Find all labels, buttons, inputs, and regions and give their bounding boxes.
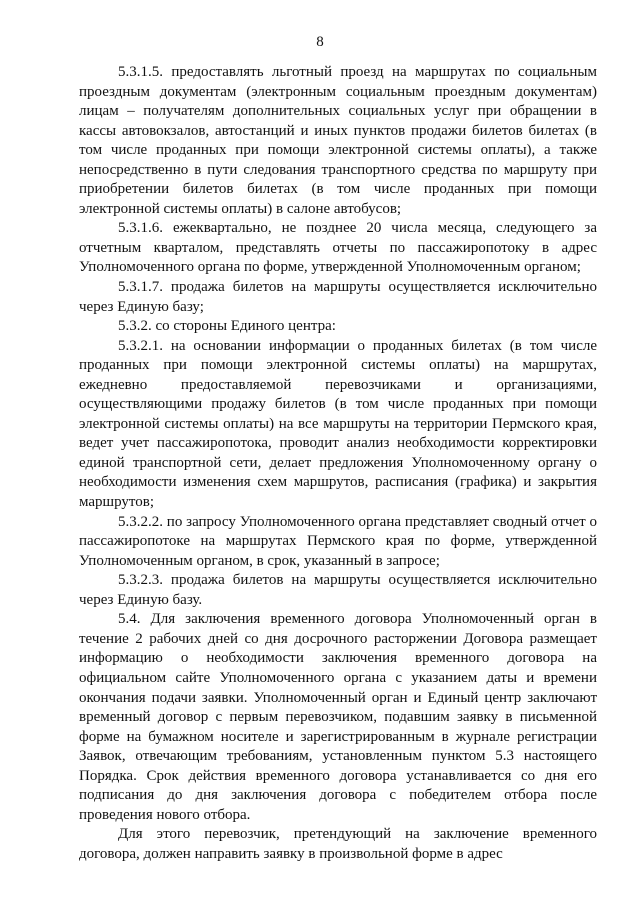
- paragraph-5-3-2-3: 5.3.2.3. продажа билетов на маршруты осуществляется исключительно через Единую базу.: [79, 572, 597, 608]
- paragraph-5-3-1-7: 5.3.1.7. продажа билетов на маршруты осуществляется исключительно через Единую базу;: [79, 279, 597, 315]
- page-number: 8: [316, 34, 324, 50]
- paragraph-5-4: 5.4. Для заключения временного договора Уполномоченный орган в течение 2 рабочих дней со дня досрочного расторжении Договора размещает информацию о необходимости заключения временного договора на официальном сайте Уполномоченного органа с указанием даты и времени окончания подачи заявки. Уполномоченный орган и Единый центр заключают временный договор с первым перевозчиком, подавшим заявку в письменной форме на бумажном носителе и зарегистрированным в журнале регистрации Заявок, отвечающим требованиям, установленным пунктом 5.3 настоящего Порядка. Срок действия временного договора устанавливается со дня его подписания до дня заключения договора с победителем отбора после проведения нового отбора.: [79, 611, 597, 823]
- paragraph-carrier-application: Для этого перевозчик, претендующий на заключение временного договора, должен направить заявку в произвольной форме в адрес: [79, 826, 597, 862]
- paragraph-5-3-1-6: 5.3.1.6. ежеквартально, не позднее 20 числа месяца, следующего за отчетным кварталом, представлять отчеты по пассажиропотоку в адрес Уполномоченного органа по форме, утвержденной Уполномоченным органом;: [79, 220, 597, 276]
- paragraph-5-3-2: 5.3.2. со стороны Единого центра:: [118, 318, 336, 335]
- paragraph-5-3-2-2: 5.3.2.2. по запросу Уполномоченного органа представляет сводный отчет о пассажиропотоке на маршрутах Пермского края по форме, утвержденной Уполномоченным органом, в срок, указанный в запросе;: [79, 513, 597, 569]
- paragraph-5-3-1-5: 5.3.1.5. предоставлять льготный проезд на маршрутах по социальным проездным документам (электронным социальным проездным документам) лицам – получателям дополнительных социальных услуг при обращении в кассы автовокзалов, автостанций и иных пунктов продажи билетов билетах (в том числе проданных при помощи электронной системы оплаты), а также непосредственно в пути следования транспортного средства по маршруту при приобретении билетов билетах (в том числе проданных при помощи электронной системы оплаты) в салоне автобусов;: [79, 64, 597, 217]
- document-body: [79, 63, 597, 864]
- paragraph-5-3-2-1: 5.3.2.1. на основании информации о проданных билетах (в том числе проданных при помощи электронной системы оплаты) на маршрутах, ежедневно предоставляемой перевозчиками и организациями, осуществляющими продажу билетов (в том числе проданных при помощи электронной системы оплаты) на все маршруты на территории Пермского края, ведет учет пассажиропотока, проводит анализ необходимости корректировки единой транспортной сети, делает предложения Уполномоченному органу о необходимости изменения схем маршрутов, расписания (графика) и закрытия маршрутов;: [79, 337, 597, 511]
